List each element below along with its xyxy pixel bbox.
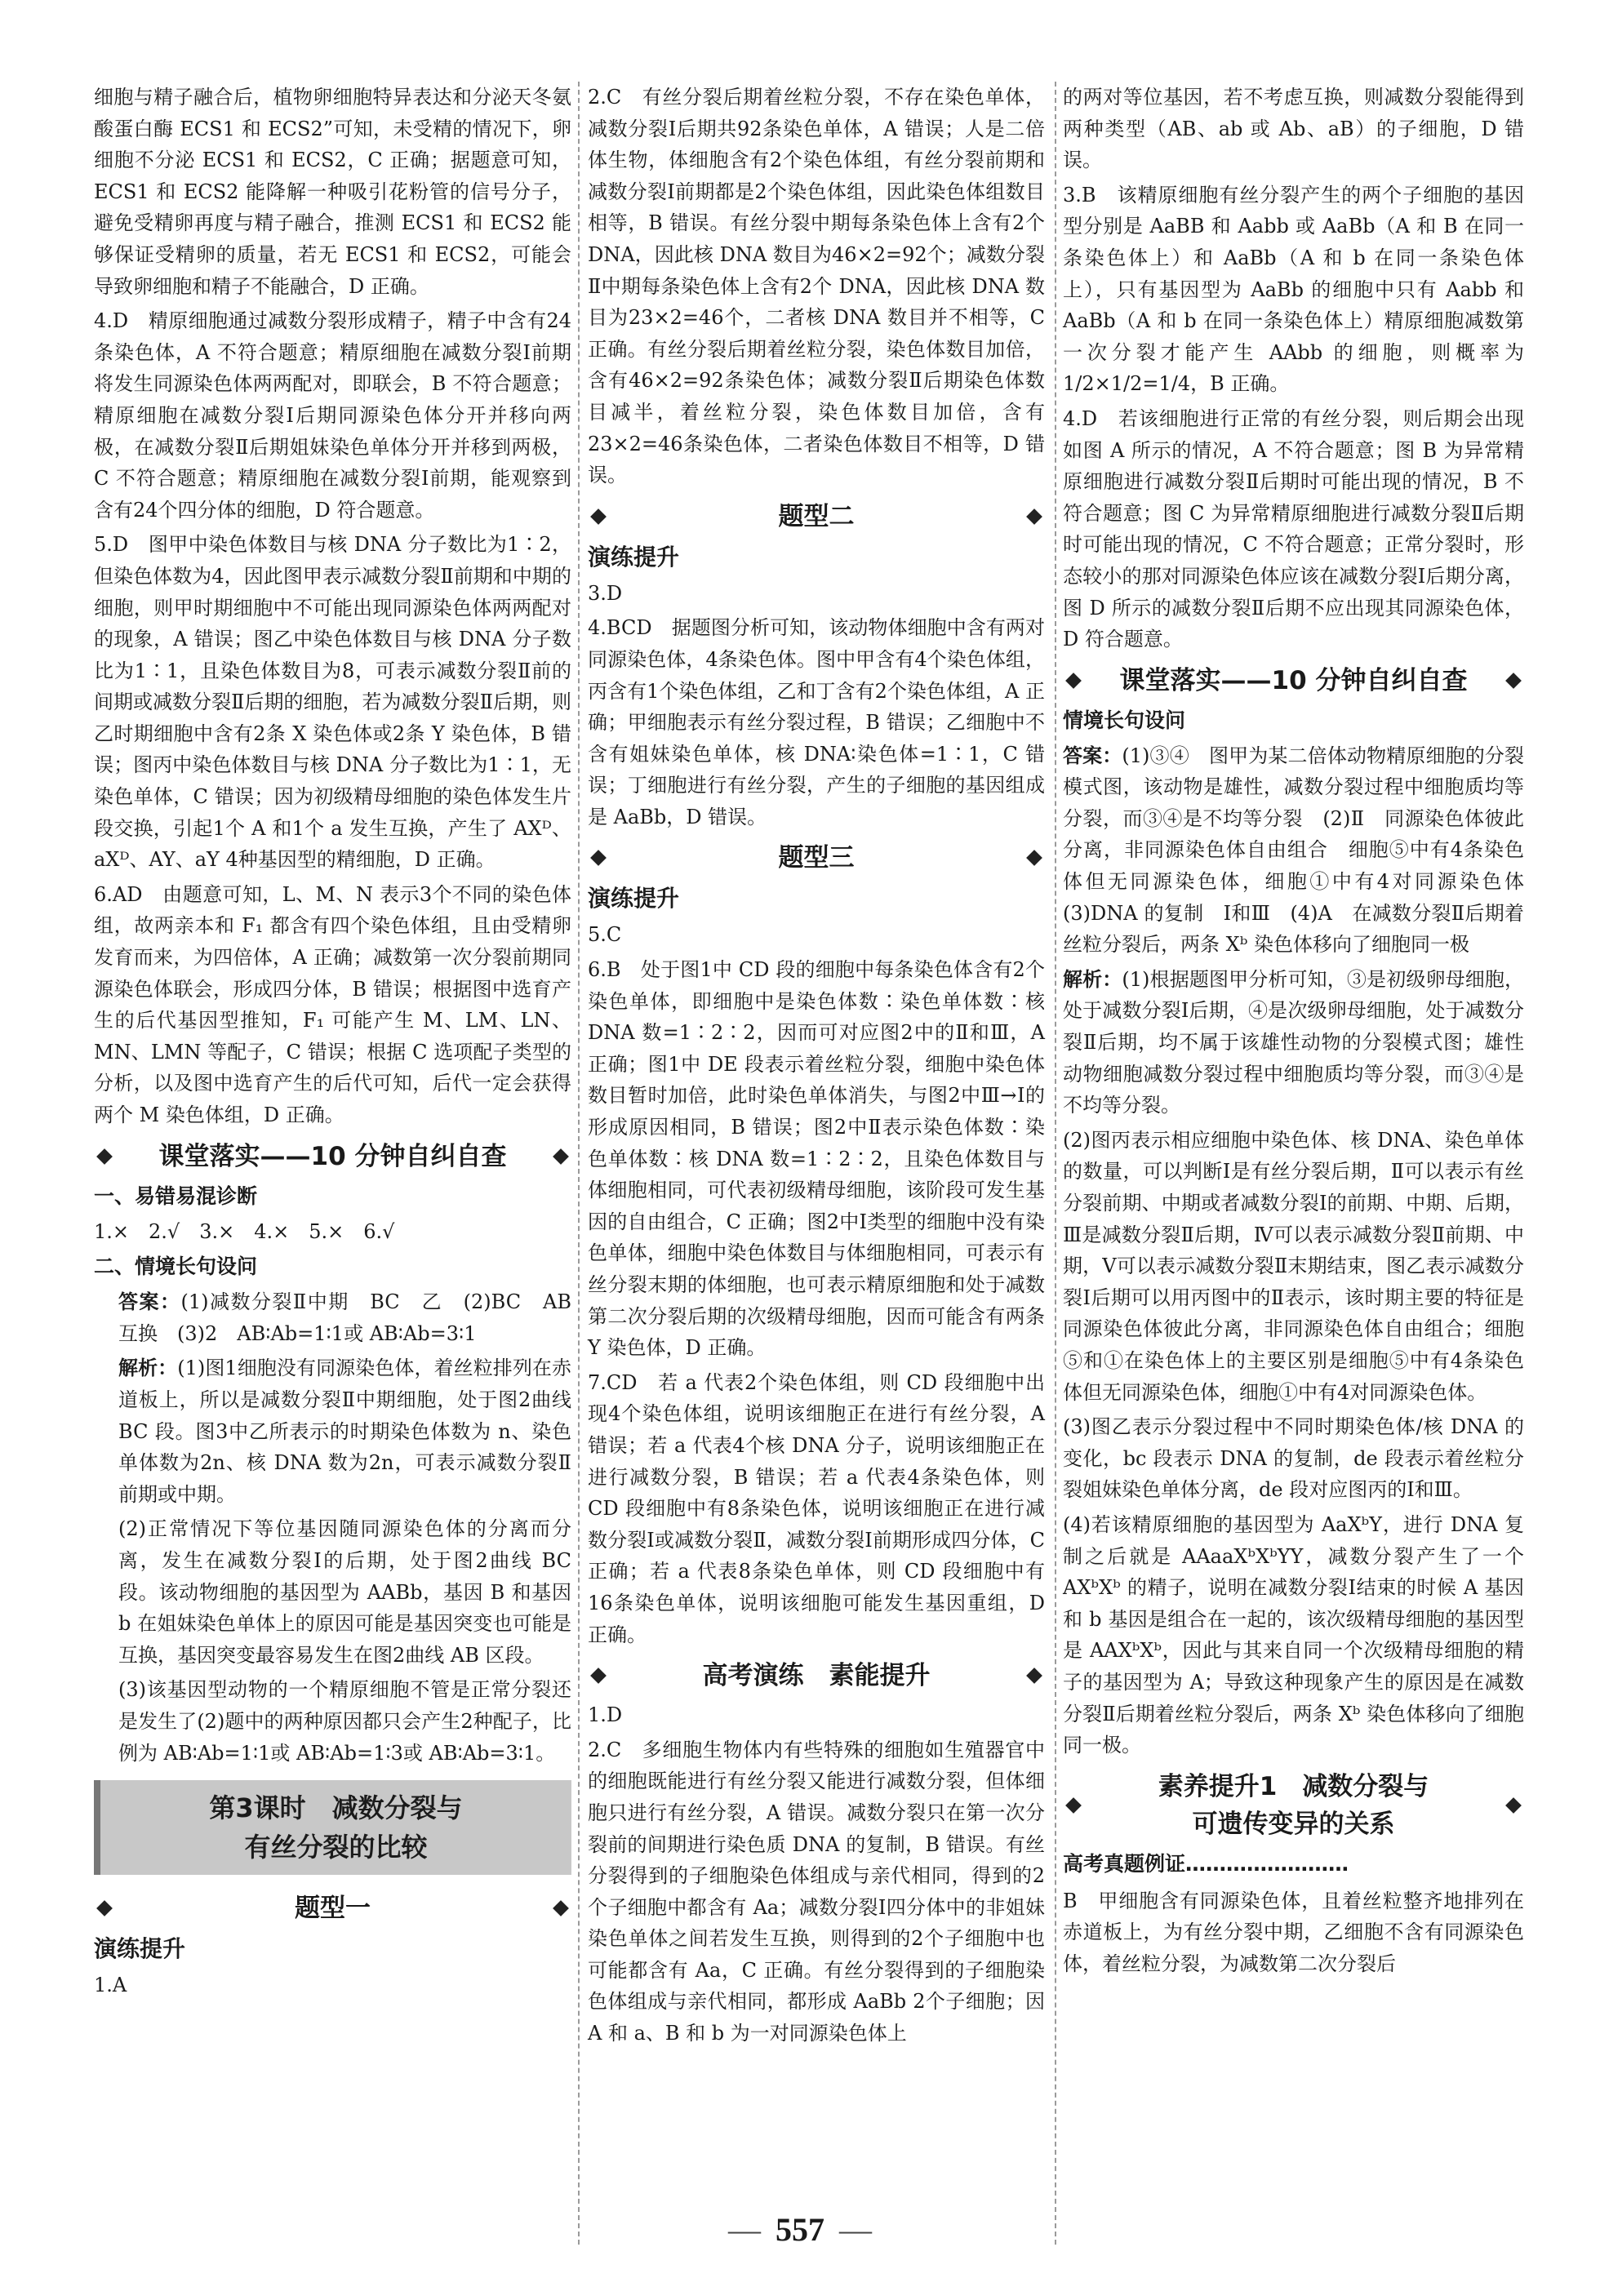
answer-line: 1.× 2.√ 3.× 4.× 5.× 6.√ <box>94 1219 395 1243</box>
answer-paragraph <box>1063 740 1544 961</box>
section-heading <box>1063 1768 1524 1843</box>
section-heading: 课堂落实——10 分钟自纠自查 <box>1063 662 1524 699</box>
analysis-paragraph: (2)图丙表示相应细胞中染色体、核 DNA、染色单体的数量，可以判断Ⅰ是有丝分裂后期，Ⅱ可以表示有丝分裂前期、中期或者减数分裂Ⅰ的前期、中期、后期，Ⅲ是减数分裂Ⅱ后期，Ⅳ可以表示减数分裂Ⅱ前期、中期，Ⅴ可以表示减数分裂Ⅱ末期结束，图乙表示减数分裂Ⅰ后期可以用丙图中的Ⅱ表示，该时期主要的特征是同源染色体彼此分离，非同源染色体自由组合；细胞⑤和①在染色体上的主要区别是细胞⑤中有4条染色体但无同源染色体，细胞①中有4对同源染色体。 <box>1063 1128 1524 1404</box>
analysis-label: 解析： <box>1063 967 1122 991</box>
page-number: — 557 — <box>0 2210 1600 2249</box>
answer-paragraph: 的两对等位基因，若不考虑互换，则减数分裂能得到两种类型（AB、ab 或 Ab、aB）的子细胞，D 错误。 <box>1063 86 1524 172</box>
analysis-paragraph: (2)正常情况下等位基因随同源染色体的分离而分离，发生在减数分裂Ⅰ的后期，处于图2曲线 BC 段。该动物细胞的基因型为 AABb，基因 B 和基因 b 在姐妹染色单体上的原因可能是基因突变也可能是互换，基因突变最容易发生在图2曲线 AB 区段。 <box>118 1517 571 1667</box>
column-divider <box>578 82 580 2245</box>
subsection-heading: 情境长句设问 <box>1063 708 1186 732</box>
answer-paragraph: 4.D 若该细胞进行正常的有丝分裂，则后期会出现如图 A 所示的情况，A 不符合题意；图 B 为异常精原细胞进行减数分裂Ⅱ后期时可能出现的情况，B 不符合题意；图 C 为异常精原细胞进行减数分裂Ⅱ后期时可能出现的情况，C 不符合题意；正常分裂时，形态较小的那对同源染色体应该在减数分裂Ⅰ后期分离，图 D 所示的减数分裂Ⅱ后期不应出现其同源染色体，D 符合题意。 <box>1063 406 1524 651</box>
answer-text: (1)③④ 图甲为某二倍体动物精原细胞的分裂模式图，该动物是雄性，减数分裂过程中细胞质均等分裂，而③④是不均等分裂 (2)Ⅱ 同源染色体彼此分离，非同源染色体自由组合 细胞⑤中有4条染色体但无同源染色体，细胞①中有4对同源染色体 (3)DNA 的复制 Ⅰ和Ⅲ (4)A 在减数分裂Ⅱ后期着丝粒分裂后，两条 Xᵇ 染色体移向了细胞同一极 <box>1063 744 1544 957</box>
column-right <box>1063 82 1544 1983</box>
subsection-heading: 演练提升 <box>94 1935 186 1963</box>
answer-label: 答案： <box>1063 744 1122 767</box>
subsection-heading: 高考真题例证…………………… <box>1063 1851 1349 1876</box>
section-heading: 题型二 <box>588 498 1045 535</box>
analysis-text: (1)根据题图甲分析可知，③是初级卵母细胞，处于减数分裂Ⅰ后期，④是次级卵母细胞，处于减数分裂Ⅱ后期，均不属于该雄性动物的分裂模式图；雄性动物细胞减数分裂过程中细胞质均等分裂，而③④是不均等分裂。 <box>1063 967 1525 1117</box>
section-heading-line: 可遗传变异的关系 <box>1192 1809 1395 1839</box>
answer-paragraph: B 甲细胞含有同源染色体，且着丝粒整齐地排列在赤道板上，为有丝分裂中期，乙细胞不含有同源染色体，着丝粒分裂，为减数第二次分裂后 <box>1063 1889 1524 1975</box>
subsection-heading: 二、情境长句设问 <box>94 1255 258 1279</box>
section-heading: 高考演练 素能提升 <box>588 1657 1045 1694</box>
answer-paragraph: 5.D 图甲中染色体数目与核 DNA 分子数比为1∶2，但染色体数为4，因此图甲表示减数分裂Ⅱ前期和中期的细胞，则甲时期细胞中不可能出现同源染色体两两配对的现象，A 错误；图乙中染色体数目与核 DNA 分子数比为1∶1，且染色体数目为8，可表示减数分裂Ⅱ前的间期或减数分裂Ⅱ后期的细胞，若为减数分裂Ⅱ后期，则乙时期细胞中含有2条 X 染色体或2条 Y 染色体，B 错误；图丙中染色体数目与核 DNA 分子数比为1∶1，无染色单体，C 错误；因为初级精母细胞的染色体发生片段交换，引起1个 A 和1个 a 发生互换，产生了 AXᴰ、aXᴰ、AY、aY 4种基因型的精细胞，D 正确。 <box>94 533 571 872</box>
analysis-paragraph: (4)若该精原细胞的基因型为 AaXᵇY，进行 DNA 复制之后就是 AAaaXᵇXᵇYY，减数分裂产生了一个 AXᵇXᵇ 的精子，说明在减数分裂Ⅰ结束的时候 A 基因和 b 基因是组合在一起的，该次级精母细胞的基因型是 AAXᵇXᵇ，因此与其来自同一个次级精母细胞的精子的基因型为 A；导致这种现象产生的原因是在减数分裂Ⅱ后期着丝粒分裂后，两条 Xᵇ 染色体移向了细胞同一极。 <box>1063 1512 1524 1757</box>
subsection-heading: 演练提升 <box>588 885 680 913</box>
analysis-paragraph: (3)图乙表示分裂过程中不同时期染色体/核 DNA 的变化，bc 段表示 DNA 的复制，de 段表示着丝粒分裂姐妹染色单体分离，de 段对应图丙的Ⅰ和Ⅲ。 <box>1063 1415 1524 1502</box>
subsection-heading: 演练提升 <box>588 543 680 571</box>
answer-line: 1.A <box>94 1974 127 1997</box>
answer-paragraph: 6.B 处于图1中 CD 段的细胞中每条染色体含有2个染色单体，即细胞中是染色体数∶染色单体数∶核 DNA 数=1∶2∶2，因而可对应图2中的Ⅱ和Ⅲ，A 正确；图1中 DE 段表示着丝粒分裂，细胞中染色体数目暂时加倍，此时染色单体消失，与图2中Ⅲ→Ⅰ的形成原因相同，B 错误；图2中Ⅱ表示染色体数∶染色单体数∶核 DNA 数=1∶2∶2，且染色体数目与体细胞相同，可代表初级精母细胞，该阶段可发生基因的自由组合，C 正确；图2中Ⅰ类型的细胞中没有染色单体，细胞中染色体数目与体细胞相同，可表示有丝分裂末期的体细胞，也可表示精原细胞和处于减数第二次分裂后期的次级精母细胞，因而可能含有两条 Y 染色体，D 正确。 <box>588 958 1045 1360</box>
answer-paragraph <box>94 1286 592 1349</box>
column-middle <box>588 82 1045 2053</box>
answer-paragraph: 2.C 有丝分裂后期着丝粒分裂，不存在染色单体，减数分裂Ⅰ后期共92条染色单体，A 错误；人是二倍体生物，体细胞含有2个染色体组，有丝分裂前期和减数分裂Ⅰ前期都是2个染色体组，因此染色体组数目相等，B 错误。有丝分裂中期每条染色体上含有2个 DNA，因此核 DNA 数目为46×2=92个；减数分裂Ⅱ中期每条染色体上含有2个 DNA，因此核 DNA 数目为23×2=46个，二者核 DNA 数目并不相等，C 正确。有丝分裂后期着丝粒分裂，染色体数目加倍，含有46×2=92条染色体；减数分裂Ⅱ后期染色体数目减半，着丝粒分裂，染色体数目加倍，含有23×2=46条染色体，二者染色体数目不相等，D 错误。 <box>588 86 1045 487</box>
answer-paragraph: 6.AD 由题意可知，L、M、N 表示3个不同的染色体组，故两亲本和 F₁ 都含有四个染色体组，且由受精卵发育而来，为四倍体，A 正确；减数第一次分裂前期同源染色体联会，形成四分体，B 错误；根据图中选育产生的后代基因型推知，F₁ 可能产生 M、LM、LN、MN、LMN 等配子，C 错误；根据 C 选项配子类型的分析，以及图中选育产生的后代可知，后代一定会获得两个 M 染色体组，D 正确。 <box>94 882 571 1126</box>
answer-paragraph: 细胞与精子融合后，植物卵细胞特异表达和分泌天冬氨酸蛋白酶 ECS1 和 ECS2”可知，未受精的情况下，卵细胞不分泌 ECS1 和 ECS2，C 正确；据题意可知，ECS1 和 ECS2 能降解一种吸引花粉管的信号分子，避免受精卵再度与精子融合，推测 ECS1 和 ECS2 能够保证受精卵的质量，若无 ECS1 和 ECS2，可能会导致卵细胞和精子不能融合，D 正确。 <box>94 86 571 298</box>
analysis-label: 解析： <box>118 1357 178 1380</box>
section-heading-line: 素养提升1 减数分裂与 <box>1158 1771 1429 1801</box>
answer-paragraph: 4.BCD 据题图分析可知，该动物体细胞中含有两对同源染色体，4条染色体。图中甲含有4个染色体组，丙含有1个染色体组，乙和丁含有2个染色体组，A 正确；甲细胞表示有丝分裂过程，B 错误；乙细胞中不含有姐妹染色单体，核 DNA∶染色体=1∶1，C 错误；丁细胞进行有丝分裂，产生的子细胞的基因组成是 AaBb，D 错误。 <box>588 616 1045 828</box>
answer-label: 答案： <box>118 1290 181 1314</box>
answer-line: 1.D <box>588 1703 623 1727</box>
lesson-title-box <box>94 1780 571 1875</box>
lesson-title-line: 第3课时 减数分裂与 <box>209 1792 463 1824</box>
subsection-heading: 一、易错易混诊断 <box>94 1184 258 1208</box>
lesson-title-line: 有丝分裂的比较 <box>244 1832 428 1863</box>
column-divider <box>1055 82 1056 2245</box>
analysis-paragraph: (3)该基因型动物的一个精原细胞不管是正常分裂还是发生了(2)题中的两种原因都只会产生2种配子，比例为 AB∶Ab=1∶1或 AB∶Ab=1∶3或 AB∶Ab=3∶1。 <box>118 1678 571 1765</box>
answer-line: 3.D <box>588 581 623 605</box>
answer-paragraph: 4.D 精原细胞通过减数分裂形成精子，精子中含有24条染色体，A 不符合题意；精原细胞在减数分裂Ⅰ前期将发生同源染色体两两配对，即联会，B 不符合题意；精原细胞在减数分裂Ⅰ后期同源染色体分开并移向两极，在减数分裂Ⅱ后期姐妹染色单体分开并移到两极，C 不符合题意；精原细胞在减数分裂Ⅰ前期，能观察到含有24个四分体的细胞，D 符合题意。 <box>94 309 571 522</box>
answer-line: 5.C <box>588 923 622 947</box>
section-heading: 题型一 <box>94 1890 571 1927</box>
column-left <box>94 82 592 2005</box>
section-heading: 题型三 <box>588 839 1045 877</box>
analysis-paragraph <box>94 1352 571 1510</box>
section-heading: 课堂落实——10 分钟自纠自查 <box>94 1138 571 1175</box>
answer-paragraph: 2.C 多细胞生物体内有些特殊的细胞如生殖器官中的细胞既能进行有丝分裂又能进行减数分裂，但体细胞只进行有丝分裂，A 错误。减数分裂只在第一次分裂前的间期进行染色质 DNA 的复制，B 错误。有丝分裂得到的子细胞染色体组成与亲代相同，得到的2个子细胞中都含有 Aa；减数分裂Ⅰ四分体中的非姐妹染色单体之间若发生互换，则得到的2个子细胞中也可能都含有 Aa，C 正确。有丝分裂得到的子细胞染色体组成与亲代相同，都形成 AaBb 2个子细胞；因 A 和 a、B 和 b 为一对同源染色体上 <box>588 1738 1045 2045</box>
answer-text: (1)减数分裂Ⅱ中期 BC 乙 (2)BC AB 互换 (3)2 AB∶Ab=1∶1或 AB∶Ab=3∶1 <box>118 1290 592 1345</box>
analysis-paragraph <box>1063 964 1524 1121</box>
analysis-text: (1)图1细胞没有同源染色体，着丝粒排列在赤道板上，所以是减数分裂Ⅱ中期细胞，处于图2曲线 BC 段。图3中乙所表示的时期染色体数为 n、染色单体数为2n、核 DNA 数为2n，可表示减数分裂Ⅱ前期或中期。 <box>118 1357 572 1506</box>
answer-paragraph: 3.B 该精原细胞有丝分裂产生的两个子细胞的基因型分别是 AaBB 和 Aabb 或 AaBb（A 和 B 在同一条染色体上）和 AaBb（A 和 b 在同一条染色体上），只有基因型为 AaBb 的细胞中只有 Aabb 和 AaBb（A 和 b 在同一条染色体上）精原细胞减数第一次分裂才能产生 AAbb 的细胞，则概率为1/2×1/2=1/4，B 正确。 <box>1063 183 1524 396</box>
answer-paragraph: 7.CD 若 a 代表2个染色体组，则 CD 段细胞中出现4个染色体组，说明该细胞正在进行有丝分裂，A 错误；若 a 代表4个核 DNA 分子，说明该细胞正在进行减数分裂，B 错误；若 a 代表4条染色体，则 CD 段细胞中有8条染色体，说明该细胞正在进行减数分裂Ⅰ或减数分裂Ⅱ，减数分裂Ⅰ前期形成四分体，C 正确；若 a 代表8条染色单体，则 CD 段细胞中有16条染色单体，说明该细胞可能发生基因重组，D 正确。 <box>588 1370 1045 1646</box>
